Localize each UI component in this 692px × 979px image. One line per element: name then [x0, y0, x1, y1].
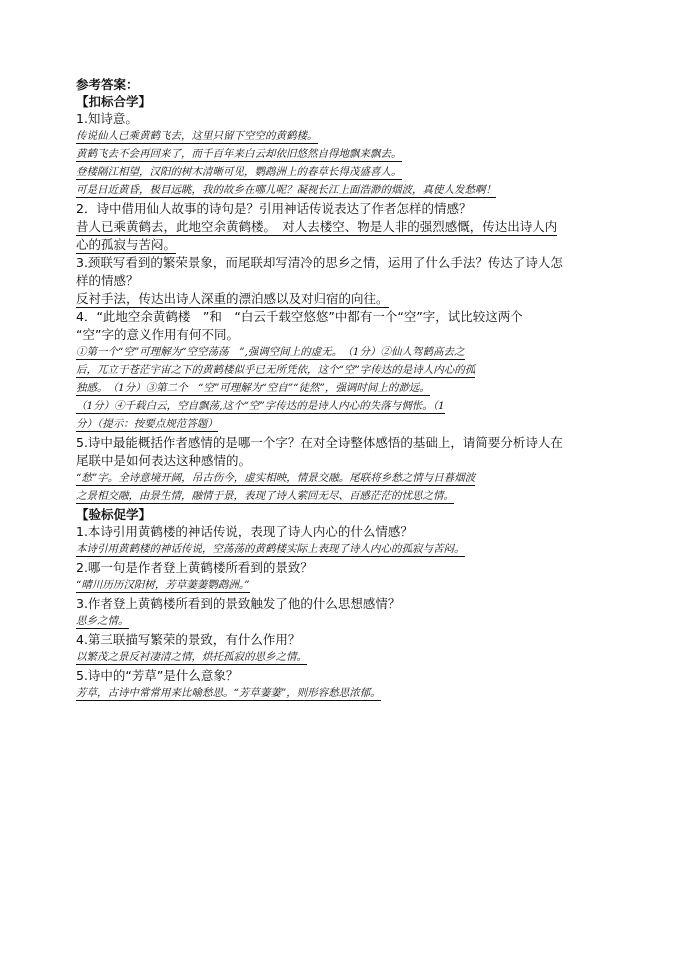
answer-line [76, 128, 621, 145]
answer-text: 分）（提示：按要点规范答题） [76, 418, 218, 430]
section-heading-1: 【扣标合学】 [76, 94, 152, 109]
answer-text: 独感。 （1分）③第二个 “空”可理解为“空自”“徒然”，强调时间上的渺远。 [76, 382, 430, 394]
answer-text: 心的孤寂与苦闷。 [76, 237, 177, 252]
answer-line [76, 164, 621, 181]
question-5-cont: 尾联中是如何表达这种感情的。 [76, 453, 252, 468]
question-3: 3.颈联写看到的繁荣景象，而尾联却写清冷的思乡之情，运用了什么手法？传达了诗人怎 [76, 255, 563, 270]
answer-line [76, 218, 621, 236]
answer-line [76, 577, 621, 594]
question-4: 4．“此地空余黄鹤楼 ”和 “白云千载空悠悠”中都有一个“空”字，试比较这两个 [76, 309, 523, 324]
question-1: 1.知诗意。 [76, 111, 138, 126]
answer-document [76, 76, 621, 703]
answer-text: 本诗引用黄鹤楼的神话传说，空荡荡的黄鹤楼实际上表现了诗人内心的孤寂与苦闷。 [76, 543, 465, 555]
answer-line [76, 380, 621, 397]
answer-text: 之景相交融，由景生情，融情于景，表现了诗人萦回无尽、百感茫茫的忧思之情。 [76, 490, 454, 502]
answer-line [76, 362, 621, 379]
question-3-cont: 样的情感？ [76, 273, 139, 288]
question-4-cont: “空”字的意义作用有何不同。 [76, 327, 239, 342]
answer-text: （1分）④千载白云，空自飘荡,这个“空”字传达的是诗人内心的失落与惆怅。（1 [76, 400, 445, 412]
answer-line [76, 541, 621, 558]
answer-text: “晴川历历汉阳树，芳草萋萋鹦鹉洲。” [76, 579, 250, 591]
question-b3: 3.作者登上黄鹤楼所看到的景致触发了他的什么思想感情？ [76, 596, 401, 611]
section-heading-2: 【验标促学】 [76, 507, 152, 522]
answer-line [76, 649, 621, 666]
answer-text: 登楼隔江相望，汉阳的树木清晰可见，鹦鹉洲上的春草长得茂盛喜人。 [76, 166, 402, 178]
answer-line [76, 236, 621, 254]
page-title: 参考答案： [76, 77, 139, 92]
question-b4: 4.第三联描写繁荣的景致，有什么作用？ [76, 632, 301, 647]
answer-text: ①第一个“空”可理解为“空空荡荡 ”,强调空间上的虚无。 （1分）②仙人驾鹤高去之 [76, 346, 465, 358]
answer-line [76, 685, 621, 702]
answer-line [76, 470, 621, 487]
question-b5: 5.诗中的“芳草”是什么意象？ [76, 668, 239, 683]
answer-text: 后，兀立于苍茫宇宙之下的黄鹤楼似乎已无所凭依，这个“空”字传达的是诗人内心的孤 [76, 364, 476, 376]
question-2: 2．诗中借用仙人故事的诗句是？引用神话传说表达了作者怎样的情感？ [76, 201, 472, 216]
answer-text: 黄鹤飞去不会再回来了，而千百年来白云却依旧悠然自得地飘来飘去。 [76, 148, 402, 160]
question-b1: 1.本诗引用黄鹤楼的神话传说，表现了诗人内心的什么情感？ [76, 524, 413, 539]
answer-line [76, 146, 621, 163]
answer-text: 以繁茂之景反衬凄清之情，烘托孤寂的思乡之情。 [76, 651, 307, 663]
answer-line [76, 613, 621, 630]
answer-text: 芳草，古诗中常常用来比喻愁思。“芳草萋萋”，则形容愁思浓郁。 [76, 687, 381, 699]
answer-line [76, 416, 621, 433]
answer-line [76, 344, 621, 361]
answer-text: 昔人已乘黄鹤去，此地空余黄鹤楼。 对人去楼空、物是人非的强烈感慨，传达出诗人内 [76, 219, 558, 234]
answer-text: 传说仙人已乘黄鹤飞去，这里只留下空空的黄鹤楼。 [76, 130, 318, 142]
question-5: 5.诗中最能概括作者感情的是哪一个字？在对全诗整体感悟的基础上，请简要分析诗人在 [76, 435, 563, 450]
answer-text: 可是日近黄昏，极目远眺，我的故乡在哪儿呢？凝视长江上面浩渺的烟波，真使人发愁啊！ [76, 184, 496, 196]
answer-line [76, 488, 621, 505]
question-b2: 2.哪一句是作者登上黄鹤楼所看到的景致？ [76, 560, 313, 575]
answer-text: 思乡之情。 [76, 615, 129, 627]
answer-line [76, 290, 621, 308]
answer-line [76, 182, 621, 199]
answer-text: 反衬手法，传达出诗人深重的漂泊感以及对归宿的向往。 [76, 291, 389, 306]
answer-text: “愁”字。全诗意境开阔，吊古伤今，虚实相映，情景交融。尾联将乡愁之情与日暮烟波 [76, 472, 476, 484]
answer-line [76, 398, 621, 415]
